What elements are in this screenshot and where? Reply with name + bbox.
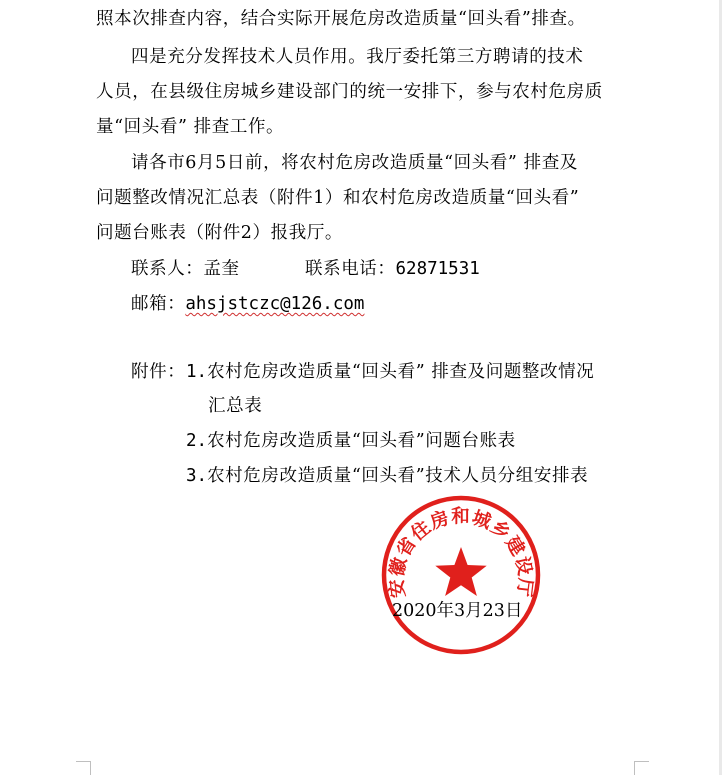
attachment-item-2 xyxy=(186,424,516,459)
paragraph-line-3: 人员，在县级住房城乡建设部门的统一安排下，参与农村危房质 xyxy=(96,82,603,102)
contact-email-label: 邮箱： xyxy=(131,294,186,314)
attachments-label: 附件： xyxy=(131,362,186,382)
attachment-item-1 xyxy=(186,355,594,390)
contact-phone-number: 62871531 xyxy=(395,259,480,279)
contact-person-name: 孟奎 xyxy=(203,259,240,279)
attachment-number: 3. xyxy=(186,466,208,486)
paragraph-line-5: 请各市6月5日前，将农村危房改造质量“回头看” 排查及 xyxy=(131,153,578,173)
page-corner-mark-right xyxy=(634,761,649,775)
contact-person xyxy=(131,252,240,287)
attachment-text: 农村危房改造质量“回头看”问题台账表 xyxy=(207,431,516,451)
paragraph-line-4: 量“回头看” 排查工作。 xyxy=(96,117,285,137)
paragraph-line-6: 问题整改情况汇总表（附件1）和农村危房改造质量“回头看” xyxy=(96,188,580,208)
attachment-number: 1. xyxy=(186,362,208,382)
attachment-text: 农村危房改造质量“回头看”技术人员分组安排表 xyxy=(207,466,589,486)
contact-phone xyxy=(305,252,480,287)
contact-email xyxy=(131,287,364,322)
paragraph-line-7: 问题台账表（附件2）报我厅。 xyxy=(96,223,344,243)
attachment-number: 2. xyxy=(186,431,208,451)
attachment-item-3 xyxy=(186,459,588,494)
document-date: 2020年3月23日 xyxy=(392,601,523,621)
contact-person-label: 联系人： xyxy=(131,259,204,279)
contact-phone-label: 联系电话： xyxy=(305,259,396,279)
paragraph-line-2: 四是充分发挥技术人员作用。我厅委托第三方聘请的技术 xyxy=(131,47,584,67)
attachment-text: 农村危房改造质量“回头看” 排查及问题整改情况 xyxy=(207,362,595,382)
page-corner-mark-left xyxy=(76,761,91,775)
seal-text: 安徽省住房和城乡建设厅 xyxy=(386,506,536,599)
contact-email-address: ahsjstczc@126.com xyxy=(185,294,365,314)
official-seal xyxy=(380,494,542,656)
attachment-item-1-continuation: 汇总表 xyxy=(208,396,263,416)
paragraph-line-1: 照本次排查内容，结合实际开展危房改造质量“回头看”排查。 xyxy=(96,9,586,29)
seal-star-icon xyxy=(435,547,486,596)
